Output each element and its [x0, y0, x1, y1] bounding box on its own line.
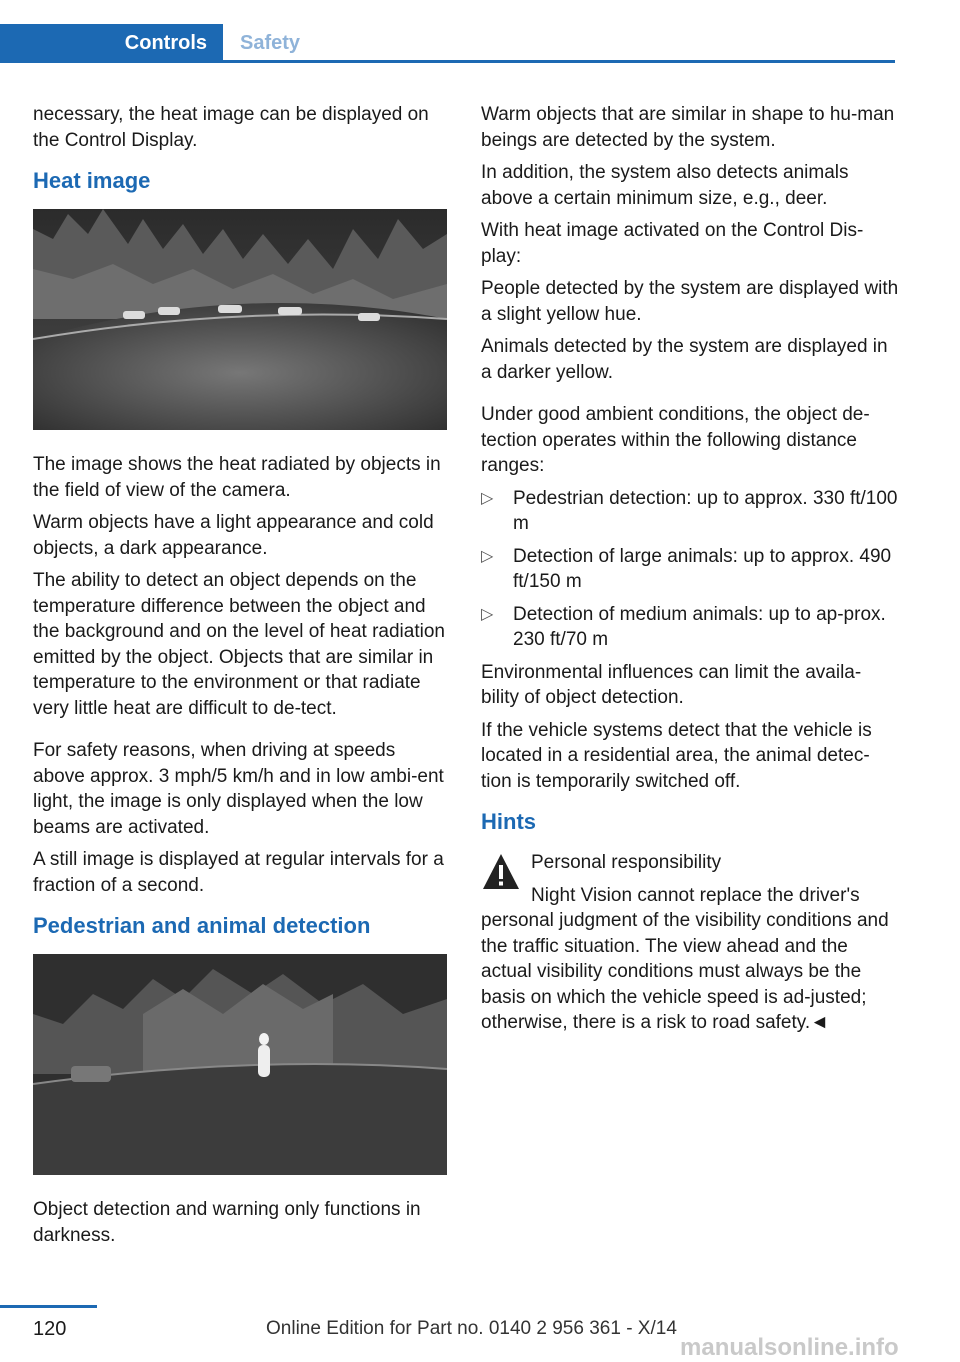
paragraph: A still image is displayed at regular intervals for a fraction of a second.	[33, 849, 444, 896]
paragraph: The image shows the heat radiated by objects in the field of view of the camera.	[33, 454, 441, 501]
heading-hints: Hints	[481, 809, 536, 834]
paragraph: Warm objects have a light appearance and cold objects, a dark appearance.	[33, 512, 434, 559]
paragraph: With heat image activated on the Control Dis‐play:	[481, 220, 864, 267]
heading-heat-image: Heat image	[33, 168, 151, 193]
triangle-right-outline-icon: ▷	[481, 605, 494, 623]
distance-ranges-list	[481, 486, 899, 653]
triangle-right-outline-icon: ▷	[481, 489, 494, 507]
paragraph: Environmental influences can limit the availa‐bility of object detection.	[481, 661, 862, 708]
heading-pedestrian-animal-detection: Pedestrian and animal detection	[33, 913, 371, 938]
pedestrian-detection-figure	[33, 954, 447, 1175]
list-item-text: Detection of large animals: up to approx. 490 ft/150 m	[513, 545, 892, 592]
paragraph: Animals detected by the system are displayed in a darker yellow.	[481, 336, 888, 383]
tab-controls[interactable]: Controls	[0, 24, 223, 62]
heat-image-figure	[33, 209, 447, 430]
hint-title: Personal responsibility	[531, 852, 722, 873]
left-column	[33, 102, 451, 1255]
paragraph: In addition, the system also detects animals above a certain minimum size, e.g., deer.	[481, 162, 849, 209]
footer-rule	[0, 1305, 97, 1308]
edition-note: Online Edition for Part no. 0140 2 956 361 - X/14	[266, 1318, 677, 1339]
paragraph: Under good ambient conditions, the object de‐tection operates within the following distance ranges:	[481, 404, 870, 476]
tab-safety[interactable]: Safety	[240, 31, 301, 54]
paragraph: People detected by the system are displayed with a slight yellow hue.	[481, 278, 899, 325]
hint-text: Night Vision cannot replace the driver's personal judgment of the visibility conditions and the traffic situation. The view ahead and the actual visibility conditions must always be the basis on which the vehicle speed is ad‐justed; otherwise, there is a risk to road safety.◄	[481, 884, 889, 1033]
triangle-right-outline-icon: ▷	[481, 547, 494, 565]
list-item-text: Detection of medium animals: up to ap‐prox. 230 ft/70 m	[513, 603, 886, 650]
paragraph: Warm objects that are similar in shape to hu‐man beings are detected by the system.	[481, 104, 895, 151]
paragraph: The ability to detect an object depends on the temperature difference between the object and the background and on the level of heat radiation emitted by the object. Objects that are similar in temperature to the environment or that radiate very little heat are difficult to de‐tect.	[33, 570, 445, 719]
paragraph: For safety reasons, when driving at speeds above approx. 3 mph/5 km/h and in low ambi‐ent light, the image is only displayed when the low beams are activated.	[33, 740, 444, 838]
paragraph: If the vehicle systems detect that the vehicle is located in a residential area, the animal detec‐tion is temporarily switched off.	[481, 719, 872, 792]
paragraph: Object detection and warning only functions in darkness.	[33, 1199, 421, 1246]
hint-block	[481, 850, 899, 1036]
list-item	[481, 602, 899, 653]
watermark: manualsonline.info	[680, 1334, 899, 1361]
right-column	[481, 102, 899, 1043]
warning-triangle-icon	[481, 852, 521, 892]
list-item	[481, 544, 899, 595]
page-number: 120	[33, 1318, 67, 1340]
list-item	[481, 486, 899, 537]
list-item-text: Pedestrian detection: up to approx. 330 ft/100 m	[513, 487, 898, 534]
page-header	[0, 24, 895, 62]
paragraph: necessary, the heat image can be displayed on the Control Display.	[33, 104, 429, 151]
